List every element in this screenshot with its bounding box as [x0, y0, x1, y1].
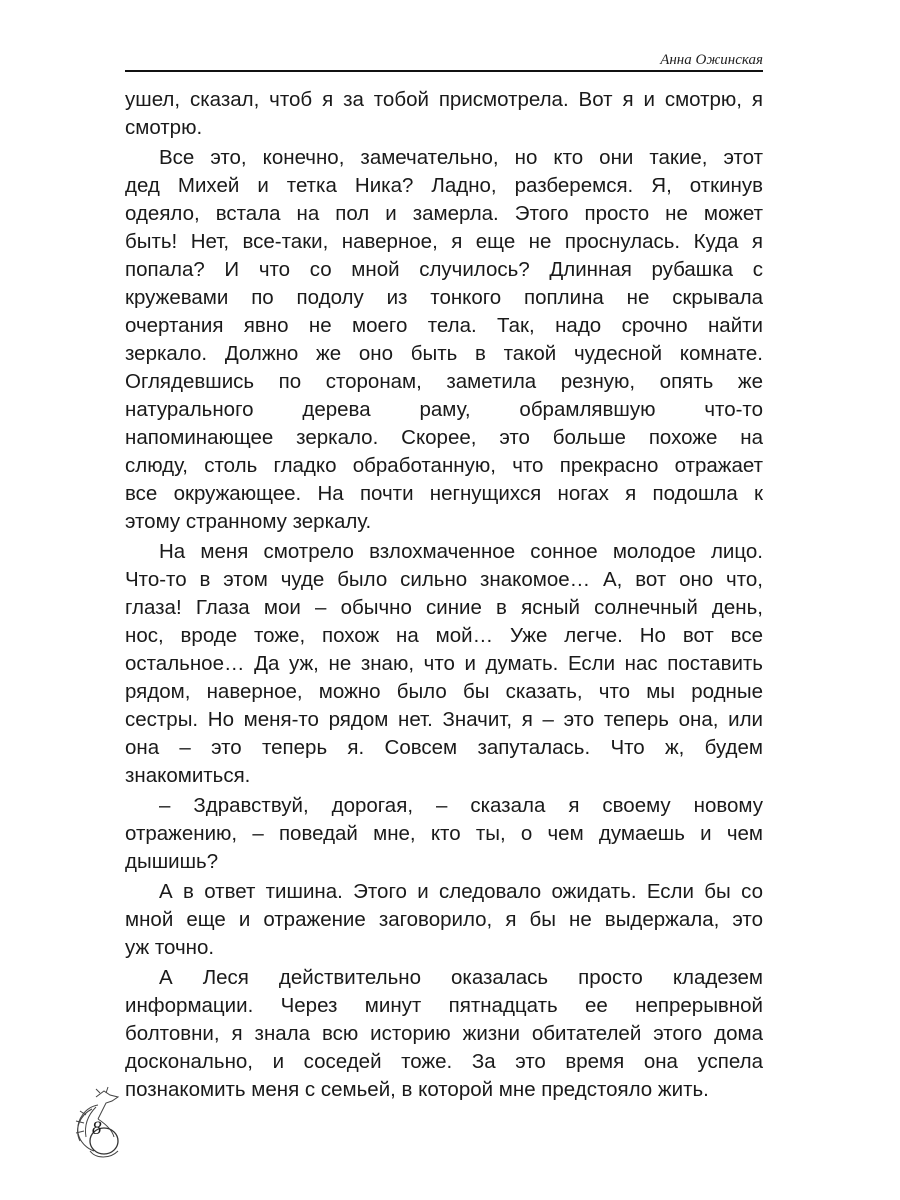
- text-line: очертания явно не моего тела. Так, надо срочно найти: [125, 314, 763, 337]
- text-line: информации. Через минут пятнадцать ее непрерывной: [125, 994, 763, 1017]
- text-line: этому странному зеркалу.: [125, 510, 372, 533]
- text-line: Все это, конечно, замечательно, но кто они такие, этот: [159, 146, 763, 169]
- text-line: А Леся действительно оказалась просто кладезем: [159, 966, 763, 989]
- paragraph: [125, 86, 763, 142]
- page-number: 8: [92, 1118, 102, 1139]
- paragraph: [125, 964, 763, 1104]
- text-line: А в ответ тишина. Этого и следовало ожидать. Если бы со: [159, 880, 763, 903]
- text-line: познакомить меня с семьей, в которой мне предстояло жить.: [125, 1078, 709, 1101]
- text-line: остальное… Да уж, не знаю, что и думать. Если нас поставить: [125, 652, 763, 675]
- text-line: напоминающее зеркало. Скорее, это больше похоже на: [125, 426, 763, 449]
- text-line: нос, вроде тоже, похож на мой… Уже легче. Но вот все: [125, 624, 763, 647]
- text-line: она – это теперь я. Совсем запуталась. Что ж, будем: [125, 736, 763, 759]
- text-line: попала? И что со мной случилось? Длинная рубашка с: [125, 258, 763, 281]
- paragraph: [125, 792, 763, 876]
- paragraph: [125, 144, 763, 536]
- text-line: Что-то в этом чуде было сильно знакомое… А, вот оно что,: [125, 568, 763, 591]
- text-line: дышишь?: [125, 850, 219, 873]
- text-line: знакомиться.: [125, 764, 251, 787]
- text-line: болтовни, я знала всю историю жизни обитателей этого дома: [125, 1022, 763, 1045]
- header-rule: [125, 70, 763, 72]
- paragraph: [125, 538, 763, 790]
- text-line: кружевами по подолу из тонкого поплина не скрывала: [125, 286, 763, 309]
- text-line: глаза! Глаза мои – обычно синие в ясный солнечный день,: [125, 596, 763, 619]
- text-line: уж точно.: [125, 936, 215, 959]
- text-line: – Здравствуй, дорогая, – сказала я своему новому: [159, 794, 763, 817]
- text-line: одеяло, встала на пол и замерла. Этого просто не может: [125, 202, 763, 225]
- paragraph: [125, 878, 763, 962]
- text-line: слюду, столь гладко обработанную, что прекрасно отражает: [125, 454, 763, 477]
- text-line: Оглядевшись по сторонам, заметила резную, опять же: [125, 370, 763, 393]
- body-text: [125, 86, 763, 1104]
- text-line: зеркало. Должно же оно быть в такой чудесной комнате.: [125, 342, 763, 365]
- text-line: сестры. Но меня-то рядом нет. Значит, я – это теперь она, или: [125, 708, 763, 731]
- text-line: все окружающее. На почти негнущихся ногах я подошла к: [125, 482, 763, 505]
- text-line: дед Михей и тетка Ника? Ладно, разберемся. Я, откинув: [125, 174, 763, 197]
- text-line: рядом, наверное, можно было бы сказать, что мы родные: [125, 680, 763, 703]
- text-line: досконально, и соседей тоже. За это время она успела: [125, 1050, 763, 1073]
- text-line: На меня смотрело взлохмаченное сонное молодое лицо.: [159, 540, 763, 563]
- text-line: натурального дерева раму, обрамлявшую что-то: [125, 398, 763, 421]
- running-head-author: Анна Ожинская: [660, 52, 763, 68]
- text-line: мной еще и отражение заговорило, я бы не выдержала, это: [125, 908, 763, 931]
- text-line: быть! Нет, все-таки, наверное, я еще не проснулась. Куда я: [125, 230, 763, 253]
- text-line: смотрю.: [125, 116, 203, 139]
- text-line: отражению, – поведай мне, кто ты, о чем думаешь и чем: [125, 822, 763, 845]
- text-line: ушел, сказал, чтоб я за тобой присмотрела. Вот я и смотрю, я: [125, 88, 763, 111]
